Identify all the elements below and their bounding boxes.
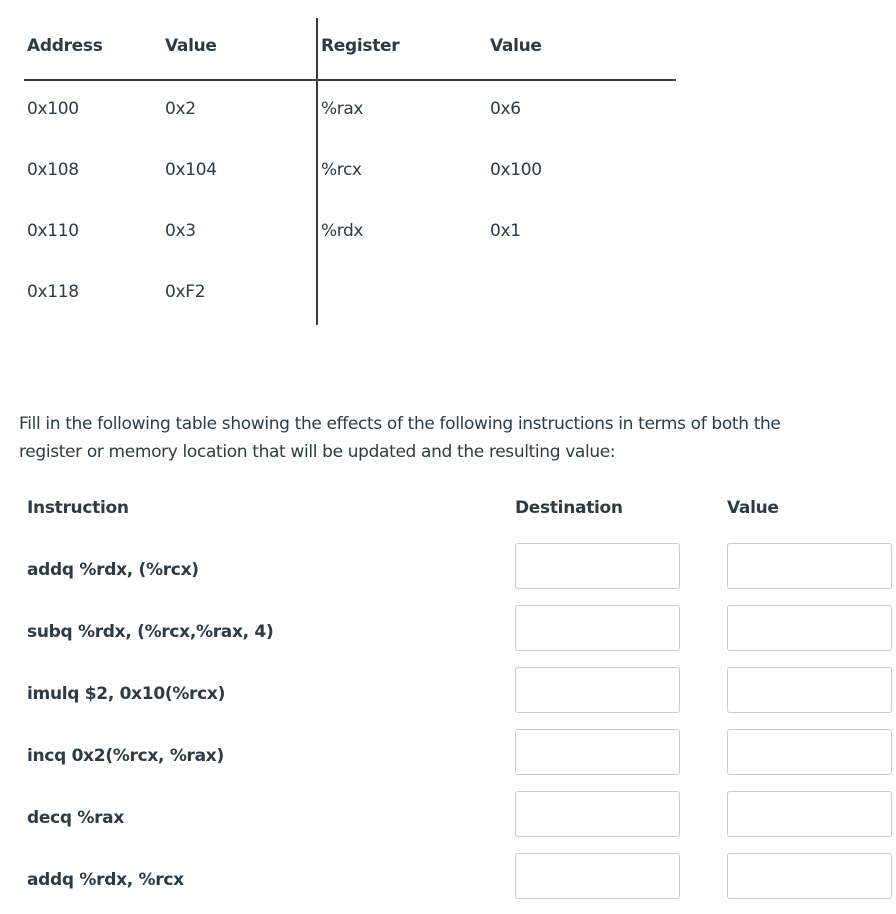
- value-input[interactable]: [727, 729, 892, 775]
- register-value-column-header: Value: [490, 36, 542, 56]
- instruction-cell: addq %rdx, %rcx: [27, 870, 184, 890]
- destination-input[interactable]: [515, 791, 680, 837]
- memory-value-column-header: Value: [165, 36, 217, 56]
- value-input[interactable]: [727, 853, 892, 899]
- question-prompt: Fill in the following table showing the effects of the following instructions in terms of both the register or memory location that will be updated and the resulting value:: [19, 414, 781, 462]
- register-value-cell: 0x6: [490, 99, 521, 119]
- register-name-cell: %rdx: [321, 221, 364, 241]
- value-input[interactable]: [727, 667, 892, 713]
- memory-value-cell: 0x104: [165, 160, 217, 180]
- memory-address-cell: 0x118: [27, 282, 79, 302]
- memory-address-cell: 0x108: [27, 160, 79, 180]
- instruction-column-header: Instruction: [27, 498, 129, 518]
- value-input[interactable]: [727, 605, 892, 651]
- destination-input[interactable]: [515, 667, 680, 713]
- destination-input[interactable]: [515, 729, 680, 775]
- destination-column-header: Destination: [515, 498, 623, 518]
- value-input[interactable]: [727, 791, 892, 837]
- memory-address-cell: 0x110: [27, 221, 79, 241]
- register-name-cell: %rax: [321, 99, 364, 119]
- instruction-cell: imulq $2, 0x10(%rcx): [27, 684, 226, 704]
- register-value-cell: 0x1: [490, 221, 521, 241]
- memory-address-cell: 0x100: [27, 99, 79, 119]
- instruction-cell: addq %rdx, (%rcx): [27, 560, 199, 580]
- address-column-header: Address: [27, 36, 103, 56]
- memory-value-cell: 0xF2: [165, 282, 206, 302]
- register-value-cell: 0x100: [490, 160, 542, 180]
- destination-input[interactable]: [515, 543, 680, 589]
- instruction-cell: incq 0x2(%rcx, %rax): [27, 746, 224, 766]
- instruction-cell: decq %rax: [27, 808, 125, 828]
- column-divider: [316, 18, 318, 325]
- destination-input[interactable]: [515, 853, 680, 899]
- memory-value-cell: 0x3: [165, 221, 196, 241]
- value-input[interactable]: [727, 543, 892, 589]
- destination-input[interactable]: [515, 605, 680, 651]
- instruction-cell: subq %rdx, (%rcx,%rax, 4): [27, 622, 274, 642]
- header-divider: [24, 79, 676, 81]
- value-column-header: Value: [727, 498, 779, 518]
- register-name-cell: %rcx: [321, 160, 362, 180]
- register-column-header: Register: [321, 36, 400, 56]
- memory-value-cell: 0x2: [165, 99, 196, 119]
